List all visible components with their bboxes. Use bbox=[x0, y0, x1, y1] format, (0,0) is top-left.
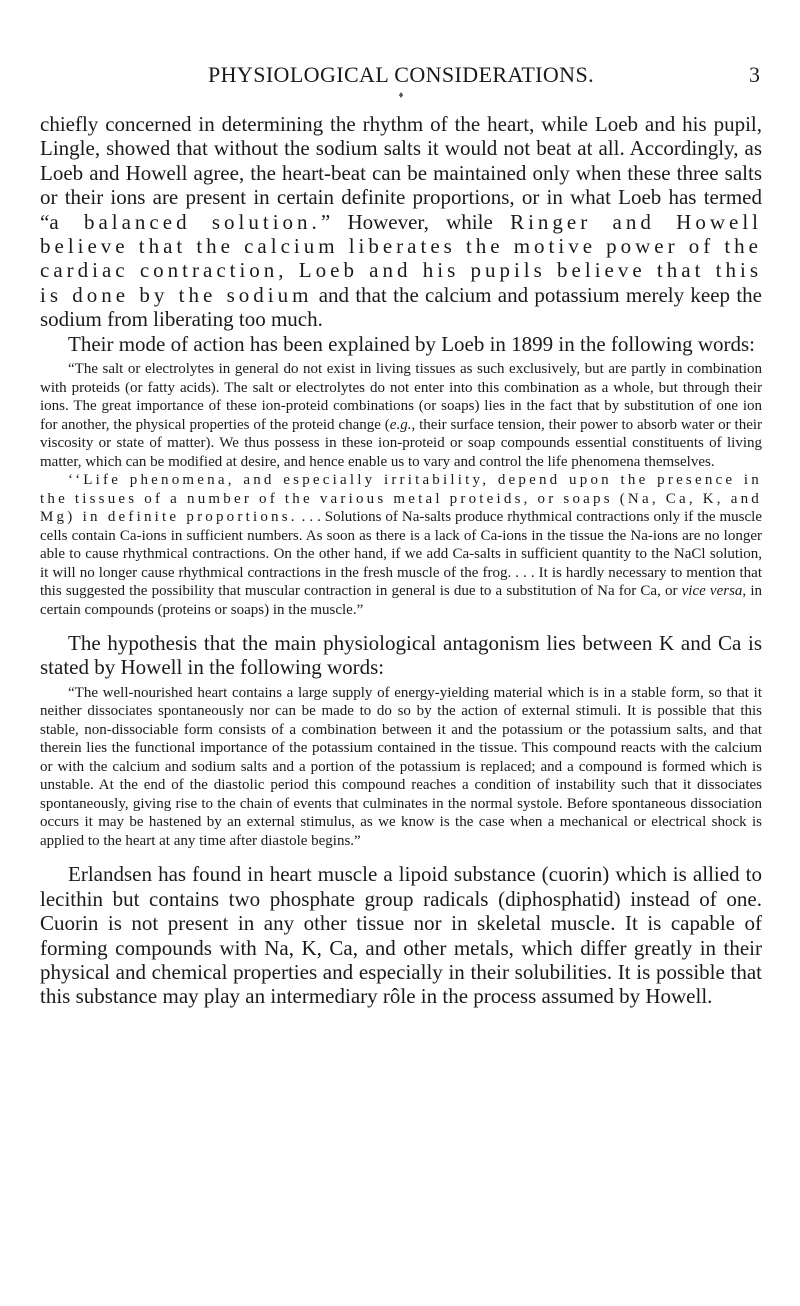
block-quote-loeb-continued bbox=[40, 471, 762, 619]
emphasized-statement: Ringer and Howell believe that the calcium liberates the motive power of the cardiac contraction, Loeb and his pupils believe that this is done by the sodium bbox=[40, 209, 763, 307]
quote-emphasized: ‘‘Life phenomena, and especially irritability, depend upon the presence in the tissues of a number of the various metal proteids, or soaps (Na, Ca, K, and Mg) in definite proportions. bbox=[40, 472, 762, 526]
paragraph-loeb-quote-intro: Their mode of action has been explained by Loeb in 1899 in the following words: bbox=[68, 331, 756, 356]
balanced-solution-phrase: a balanced solution. bbox=[49, 209, 321, 234]
page-number: 3 bbox=[749, 62, 760, 87]
block-quote-howell: “The well-nourished heart contains a large supply of energy-yielding material which is in a stable form, so that it neither dissociates spontaneously nor can be made to do so by the action of external stimuli. It is possible that this stable, non-dissociable form consists of a combination between it and the potassium or the potassium salts, and that therein lies the functional importance of the potassium contained in the tissue. This compound reacts with the calcium or with the calcium and sodium salts and a portion of the potassium is replaced; and a compound is formed which is unstable. At the end of the diastolic period this compound reaches a condition of instability such that it dissociates spontaneously, giving rise to the chain of events that culminates in the normal systole. Before spontaneous dissociation occurs it may be hastened by an external stimulus, as we know is the case when a mechanical or electrical shock is applied to the heart at any time after diastole begins.” bbox=[40, 684, 762, 849]
block-quote-loeb bbox=[40, 360, 762, 471]
paragraph-erlandsen-cuorin: Erlandsen has found in heart muscle a lipoid substance (cuorin) which is allied to lecithin but contains two phosphate group radicals (diphosphatid) instead of one. Cuorin is not present in any other tissue nor in skeletal muscle. It is capable of forming compounds with Na, K, Ca, and other metals, which differ greatly in their physical and chemical properties and especially in their solubilities. It is possible that this substance may play an intermediary rôle in the process assumed by Howell. bbox=[40, 862, 762, 1009]
quote-text: , their surface tension, their power to absorb water or their viscosity or state of matter). We thus possess in these ion-proteid or soap compounds essential constituents of living matter, which can be modified at desire, and hence enable us to vary and control the life phenomena themselves. bbox=[40, 416, 763, 470]
quote-italic: e.g. bbox=[389, 416, 412, 433]
page-title: PHYSIOLOGICAL CONSIDERATIONS. bbox=[207, 62, 595, 87]
paragraph-text: ” However, while bbox=[320, 209, 511, 234]
book-page bbox=[40, 62, 762, 1009]
paragraph-howell-hypothesis: The hypothesis that the main physiological antagonism lies between K and Ca is stated by Howell in the following words: bbox=[40, 631, 762, 680]
running-head bbox=[40, 62, 762, 101]
paragraph-text: chiefly concerned in determining the rhythm of the heart, while Loeb and his pupil, Lingle, showed that without the sodium salts it would not beat at all. Accordingly, as Loeb and Howell agree, the heart-beat can be maintained only when these three salts or their ions are present in certain definite proportions, or in what Loeb has termed “ bbox=[40, 112, 762, 234]
quote-text: “The salt or electrolytes in general do not exist in living tissues as such exclusively, but are partly in combination with proteids (or fatty acids). The salt or electrolytes do not enter into this combination as a whole, but through their ions. The great importance of these ion-proteid combinations (or soaps) lies in the fact that by substitution of one ion for another, the physical properties of the proteid change ( bbox=[40, 361, 762, 433]
ornament-mark: ♦ bbox=[398, 90, 404, 101]
paragraph-text: and that the calcium and potassium merely keep the sodium from liberating too much. bbox=[40, 282, 762, 332]
quote-text: , in certain compounds (proteins or soaps) in the muscle.” bbox=[40, 583, 762, 618]
quote-text: . . . Solutions of Na-salts produce rhythmical contractions only if the muscle cells contain Ca-ions in sufficient numbers. As soon as there is a lack of Ca-ions in the tissue the Na-ions are no longer able to cause rhythmical contractions. On the other hand, if we add Ca-salts in sufficient quantity to the NaCl solution, it will no longer cause rhythmical contractions in the fresh muscle of the frog. . . . It is hardly necessary to mention that this suggested the possibility that muscular contraction in general is due to a substitution of Na for Ca, or bbox=[40, 509, 762, 600]
quote-italic: vice versa bbox=[681, 583, 743, 600]
paragraph-loeb-howell bbox=[40, 112, 762, 332]
